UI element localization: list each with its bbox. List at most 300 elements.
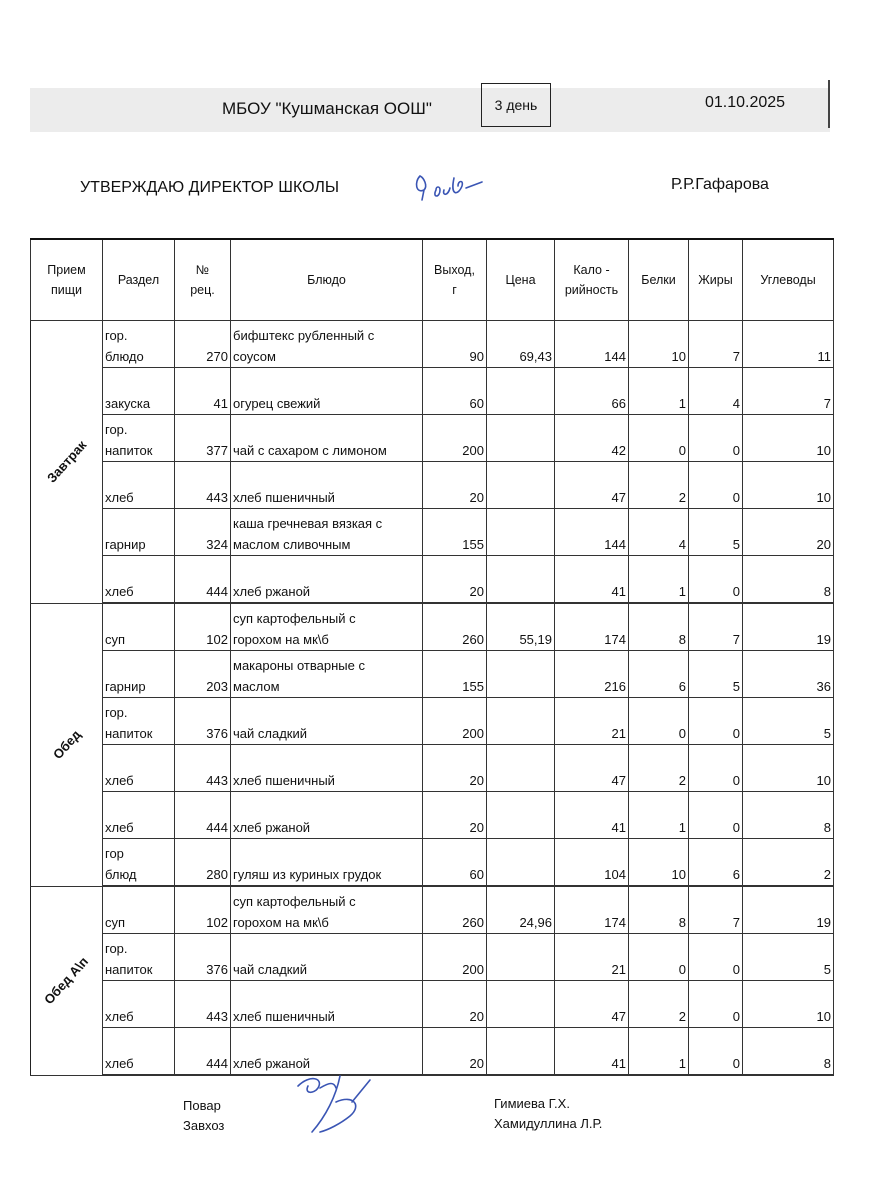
table-row [31,745,834,792]
cell-recipe [175,462,231,509]
cell-calories [555,368,629,415]
cell-section [103,981,175,1028]
meal-cell [31,886,103,1075]
cell-calories [555,698,629,745]
cell-fat [689,886,743,934]
cell-yield [423,792,487,839]
cell-price [487,1028,555,1076]
col-section: Раздел [103,239,175,321]
cell-protein [629,651,689,698]
cell-calories [555,792,629,839]
cell-carbs [743,934,834,981]
cell-carbs [743,698,834,745]
cell-line: напиток [105,726,153,741]
cell-fat [689,321,743,368]
cell-value: 10 [816,443,831,458]
cell-value: 20 [816,537,831,552]
cell-fat [689,462,743,509]
cell-line: гор. [105,422,128,437]
cell-line: суп [105,915,126,930]
cell-fat [689,368,743,415]
cell-price [487,934,555,981]
cell-calories [555,745,629,792]
cell-dish [231,556,423,604]
cell-value: 69,43 [519,349,552,364]
cell-dish [231,462,423,509]
cell-value: 10 [671,349,686,364]
cell-yield [423,651,487,698]
cell-value: 200 [462,962,484,977]
table-row [31,934,834,981]
cell-value: 280 [206,867,228,882]
cell-carbs [743,1028,834,1076]
cell-fat [689,745,743,792]
cell-value: 10 [816,773,831,788]
cell-protein [629,934,689,981]
cell-calories [555,321,629,368]
table-row [31,556,834,604]
cell-value: 102 [206,915,228,930]
cell-value: 7 [732,349,740,364]
cell-line: напиток [105,443,153,458]
cell-value: 42 [611,443,626,458]
cell-value: 41 [611,820,626,835]
col-calories: Кало - рийность [555,239,629,321]
cell-section [103,1028,175,1076]
cell-value: 2 [678,1009,686,1024]
cell-section [103,934,175,981]
cell-value: 20 [469,490,484,505]
cell-calories [555,886,629,934]
cell-value: 8 [678,632,686,647]
meal-label: Обед [49,726,84,763]
cell-line: гарнир [105,537,146,552]
cell-fat [689,839,743,887]
cell-section [103,603,175,651]
cell-value: 5 [732,537,740,552]
cell-yield [423,603,487,651]
cell-section [103,368,175,415]
cell-protein [629,839,689,887]
col-protein: Белки [629,239,689,321]
cell-value: 10 [816,490,831,505]
cell-carbs [743,981,834,1028]
cell-price [487,462,555,509]
cell-yield [423,839,487,887]
cell-value: 7 [823,396,831,411]
cell-section [103,886,175,934]
cell-value: 19 [816,632,831,647]
cell-price [487,981,555,1028]
cell-dish [231,603,423,651]
cell-value: 104 [604,867,626,882]
table-row [31,321,834,368]
cell-line: гарнир [105,679,146,694]
cell-value: 203 [206,679,228,694]
cell-value: 8 [678,915,686,930]
cell-carbs [743,603,834,651]
cell-line: хлеб [105,584,134,599]
cell-line: хлеб [105,773,134,788]
cell-line: гор. [105,705,128,720]
cell-protein [629,415,689,462]
cell-fat [689,603,743,651]
cell-yield [423,462,487,509]
table-row [31,886,834,934]
cell-line: хлеб пшеничный [233,1009,335,1024]
cell-section [103,698,175,745]
cell-carbs [743,509,834,556]
cell-value: 444 [206,1056,228,1071]
cell-value: 41 [611,584,626,599]
cell-line: хлеб [105,1056,134,1071]
cell-value: 0 [678,443,686,458]
cell-fat [689,509,743,556]
cell-value: 47 [611,490,626,505]
cell-line: бифштекс рубленный с [233,328,375,343]
cell-yield [423,934,487,981]
cell-value: 324 [206,537,228,552]
cell-line: закуска [105,396,151,411]
cell-value: 90 [469,349,484,364]
cell-recipe [175,368,231,415]
cell-calories [555,934,629,981]
cell-protein [629,556,689,604]
cell-value: 10 [816,1009,831,1024]
approval-title: УТВЕРЖДАЮ ДИРЕКТОР ШКОЛЫ [80,179,340,196]
cell-value: 2 [823,867,831,882]
cell-calories [555,981,629,1028]
cell-value: 1 [678,820,686,835]
cell-recipe [175,886,231,934]
cell-line: хлеб ржаной [233,820,311,835]
cell-calories [555,651,629,698]
cell-value: 0 [732,443,740,458]
cell-price [487,603,555,651]
cell-dish [231,368,423,415]
cell-value: 2 [678,773,686,788]
col-price: Цена [487,239,555,321]
cook-name: Гимиева Г.Х. [494,1096,570,1111]
cell-line: чай сладкий [233,726,307,741]
cell-section [103,792,175,839]
cell-line: блюд [105,867,137,882]
cell-yield [423,745,487,792]
cell-price [487,651,555,698]
cell-price [487,556,555,604]
cell-value: 36 [816,679,831,694]
cell-line: горохом на мк\б [233,915,329,930]
cell-calories [555,603,629,651]
cell-yield [423,556,487,604]
day-label: 3 день [494,97,538,113]
cell-carbs [743,321,834,368]
table-row [31,415,834,462]
cell-line: хлеб [105,490,134,505]
cell-fat [689,981,743,1028]
cell-value: 155 [462,679,484,694]
cell-recipe [175,839,231,887]
cell-value: 60 [469,867,484,882]
table-row [31,651,834,698]
cell-dish [231,321,423,368]
table-row [31,368,834,415]
cell-dish [231,1028,423,1076]
cell-yield [423,415,487,462]
cell-value: 41 [213,396,228,411]
cell-recipe [175,651,231,698]
cell-fat [689,792,743,839]
cell-value: 1 [678,584,686,599]
cell-value: 8 [823,820,831,835]
cell-yield [423,886,487,934]
cell-value: 47 [611,1009,626,1024]
cell-calories [555,556,629,604]
cell-carbs [743,415,834,462]
cell-calories [555,462,629,509]
cell-dish [231,981,423,1028]
cell-recipe [175,321,231,368]
cell-fat [689,651,743,698]
cell-section [103,745,175,792]
cell-line: суп картофельный с [233,894,356,909]
cell-line: хлеб пшеничный [233,490,335,505]
col-yield: Выход, г [423,239,487,321]
cell-fat [689,934,743,981]
cell-value: 0 [732,584,740,599]
cell-recipe [175,556,231,604]
cell-value: 174 [604,915,626,930]
cell-yield [423,321,487,368]
cell-recipe [175,603,231,651]
cell-line: суп картофельный с [233,611,356,626]
cell-line: маслом [233,679,280,694]
cell-value: 174 [604,632,626,647]
cell-value: 0 [732,962,740,977]
col-carbs: Углеводы [743,239,834,321]
day-box [481,83,551,127]
cell-line: маслом сливочным [233,537,351,552]
cell-dish [231,651,423,698]
cell-protein [629,981,689,1028]
cell-protein [629,509,689,556]
cell-calories [555,839,629,887]
cell-value: 0 [732,490,740,505]
cell-calories [555,509,629,556]
col-meal: Прием пищи [31,239,103,321]
cell-calories [555,1028,629,1076]
cell-carbs [743,792,834,839]
cell-line: горохом на мк\б [233,632,329,647]
menu-table [30,238,834,1076]
cell-line: блюдо [105,349,144,364]
cell-value: 376 [206,962,228,977]
cell-value: 102 [206,632,228,647]
cook-signature-icon [290,1072,390,1142]
cell-line: гор. [105,328,128,343]
cell-dish [231,698,423,745]
cell-section [103,651,175,698]
cell-line: хлеб пшеничный [233,773,335,788]
cell-price [487,509,555,556]
cell-value: 6 [732,867,740,882]
cell-value: 0 [732,1056,740,1071]
cell-value: 444 [206,820,228,835]
cell-value: 260 [462,915,484,930]
cell-value: 20 [469,1009,484,1024]
cell-fat [689,415,743,462]
cell-section [103,556,175,604]
cell-line: огурец свежий [233,396,321,411]
cell-price [487,839,555,887]
cell-value: 20 [469,773,484,788]
cell-value: 10 [671,867,686,882]
cell-value: 200 [462,443,484,458]
cell-fat [689,556,743,604]
cell-protein [629,1028,689,1076]
cell-protein [629,603,689,651]
table-row [31,1028,834,1076]
cell-value: 376 [206,726,228,741]
meal-label: Завтрак [43,437,90,486]
cell-section [103,321,175,368]
cell-line: чай сладкий [233,962,307,977]
cell-line: суп [105,632,126,647]
cell-recipe [175,981,231,1028]
cell-value: 55,19 [519,632,552,647]
cell-value: 0 [678,726,686,741]
cell-recipe [175,1028,231,1076]
cell-value: 11 [817,349,831,364]
cell-value: 60 [469,396,484,411]
cell-recipe [175,698,231,745]
cell-section [103,415,175,462]
cell-line: хлеб ржаной [233,584,311,599]
menu-date: 01.10.2025 [705,94,786,111]
table-row [31,698,834,745]
cell-value: 5 [823,726,831,741]
director-signature-icon [410,168,490,204]
cell-section [103,839,175,887]
cell-value: 4 [678,537,686,552]
cell-price [487,792,555,839]
cell-price [487,368,555,415]
cell-protein [629,745,689,792]
cell-value: 144 [604,537,626,552]
cell-carbs [743,651,834,698]
cell-line: хлеб [105,820,134,835]
cell-value: 0 [732,726,740,741]
cell-line: гор. [105,941,128,956]
cell-value: 260 [462,632,484,647]
cell-line: напиток [105,962,153,977]
school-name: МБОУ "Кушманская ООШ" [222,99,432,118]
cell-carbs [743,745,834,792]
cell-protein [629,321,689,368]
cell-protein [629,462,689,509]
cell-line: каша гречневая вязкая с [233,516,383,531]
cell-price [487,886,555,934]
meal-label: Обед А\п [41,953,92,1008]
cell-value: 200 [462,726,484,741]
cell-recipe [175,509,231,556]
cell-line: соусом [233,349,276,364]
cell-value: 0 [732,1009,740,1024]
cell-line: гуляш из куриных грудок [233,867,382,882]
storage-label: Завхоз [183,1118,225,1133]
director-name: Р.Р.Гафарова [671,176,769,193]
cook-label: Повар [183,1098,221,1113]
cell-dish [231,792,423,839]
cell-section [103,462,175,509]
cell-value: 1 [678,396,686,411]
cell-fat [689,1028,743,1076]
cell-value: 5 [732,679,740,694]
cell-value: 443 [206,1009,228,1024]
cell-carbs [743,839,834,887]
cell-value: 66 [611,396,626,411]
cell-fat [689,698,743,745]
cell-value: 7 [732,632,740,647]
cell-recipe [175,415,231,462]
meal-cell [31,321,103,604]
cell-price [487,698,555,745]
cell-line: макароны отварные с [233,658,365,673]
cell-price [487,415,555,462]
cell-line: чай с сахаром с лимоном [233,443,387,458]
storage-name: Хамидуллина Л.Р. [494,1116,603,1131]
cell-value: 443 [206,490,228,505]
cell-price [487,321,555,368]
cell-carbs [743,886,834,934]
meal-cell [31,603,103,886]
date-divider [828,80,830,128]
cell-value: 0 [732,773,740,788]
cell-value: 0 [678,962,686,977]
cell-value: 20 [469,820,484,835]
cell-carbs [743,462,834,509]
cell-value: 6 [678,679,686,694]
cell-value: 5 [823,962,831,977]
cell-yield [423,981,487,1028]
cell-recipe [175,934,231,981]
cell-value: 216 [604,679,626,694]
cell-value: 21 [611,726,626,741]
cell-value: 20 [469,584,484,599]
cell-recipe [175,745,231,792]
cell-price [487,745,555,792]
cell-value: 0 [732,820,740,835]
col-dish: Блюдо [231,239,423,321]
cell-protein [629,368,689,415]
cell-dish [231,886,423,934]
cell-value: 144 [604,349,626,364]
cell-value: 20 [469,1056,484,1071]
cell-protein [629,886,689,934]
cell-value: 19 [816,915,831,930]
cell-protein [629,792,689,839]
cell-value: 7 [732,915,740,930]
col-recipe: № рец. [175,239,231,321]
table-row [31,792,834,839]
col-fat: Жиры [689,239,743,321]
cell-value: 21 [611,962,626,977]
table-row [31,462,834,509]
cell-yield [423,509,487,556]
cell-value: 24,96 [519,915,552,930]
table-row [31,603,834,651]
cell-carbs [743,368,834,415]
